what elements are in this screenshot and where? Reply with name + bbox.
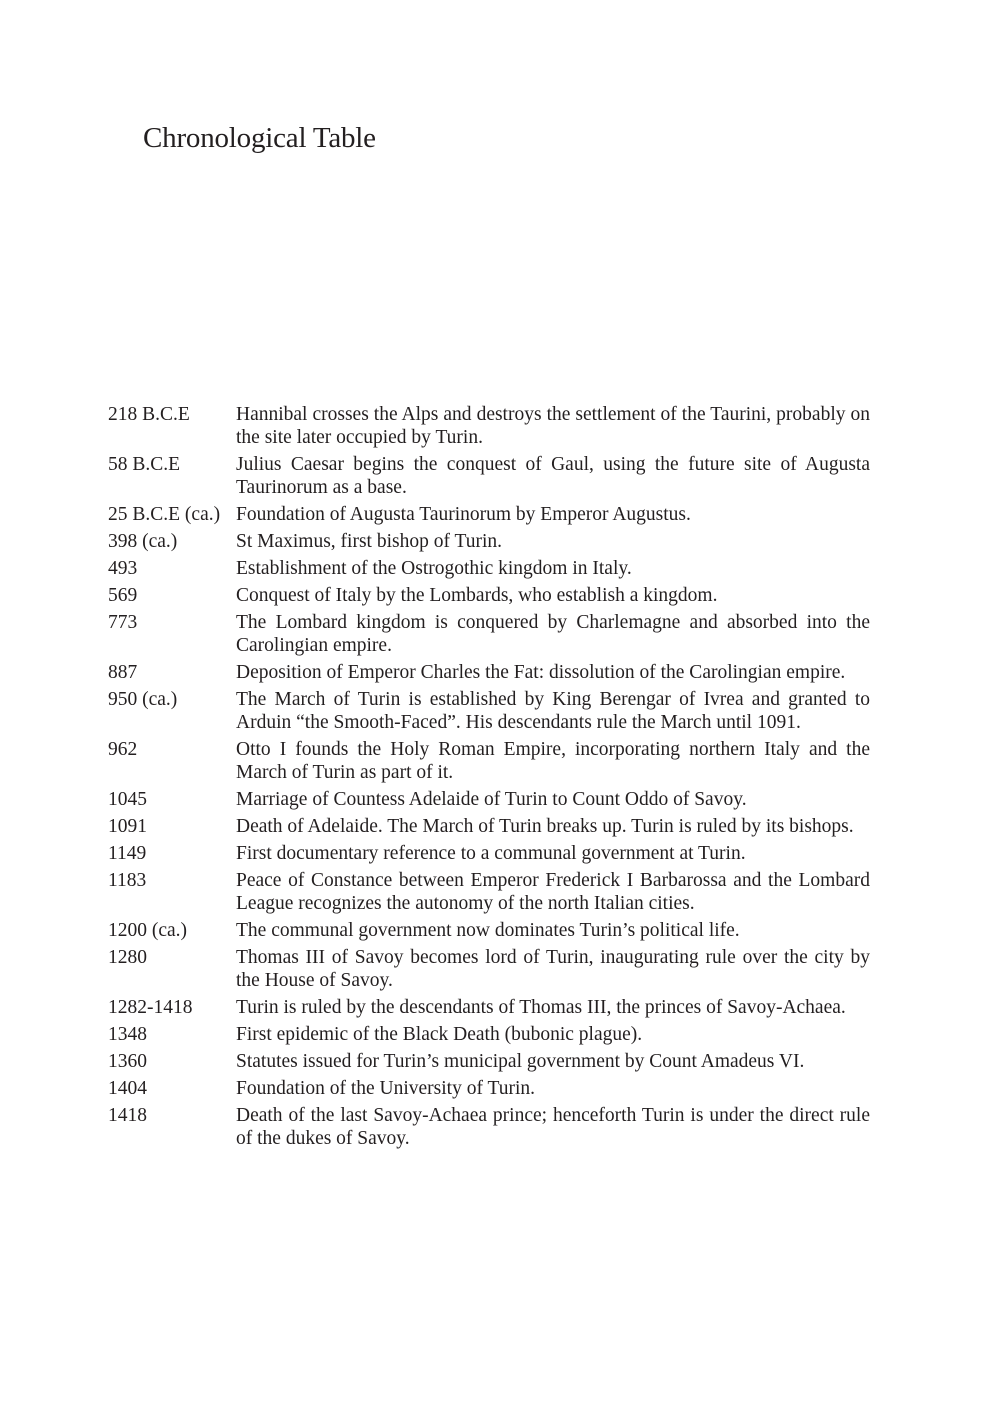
entry-text: St Maximus, first bishop of Turin. bbox=[236, 531, 503, 552]
entry-date: 25 B.C.E (ca.) bbox=[108, 504, 221, 525]
chronology-entry bbox=[108, 584, 870, 607]
entry-text: Foundation of the University of Turin. bbox=[236, 1078, 536, 1099]
chronology-entry bbox=[108, 530, 870, 553]
entry-text: The Lombard kingdom is conquered by Charlemagne and absorbed into the Carolingian empire. bbox=[236, 612, 870, 656]
entry-date: 887 bbox=[108, 662, 138, 683]
entry-date: 398 (ca.) bbox=[108, 531, 178, 552]
entry-text: The March of Turin is established by King Berengar of Ivrea and granted to Arduin “the Smooth-Faced”. His descendants rule the March until 1091. bbox=[236, 689, 870, 733]
entry-text: First documentary reference to a communal government at Turin. bbox=[236, 843, 746, 864]
entry-text: Foundation of Augusta Taurinorum by Emperor Augustus. bbox=[236, 504, 691, 525]
chronology-entry bbox=[108, 1077, 870, 1100]
entry-date: 1200 (ca.) bbox=[108, 920, 188, 941]
chronology-entry bbox=[108, 869, 870, 915]
entry-date: 493 bbox=[108, 558, 138, 579]
entry-text: Marriage of Countess Adelaide of Turin to Count Oddo of Savoy. bbox=[236, 789, 747, 810]
entry-date: 1280 bbox=[108, 947, 147, 968]
entry-date: 1045 bbox=[108, 789, 147, 810]
chronology-entry bbox=[108, 919, 870, 942]
entry-text: Conquest of Italy by the Lombards, who establish a kingdom. bbox=[236, 585, 718, 606]
entry-text: Death of the last Savoy-Achaea prince; henceforth Turin is under the direct rule of the dukes of Savoy. bbox=[236, 1105, 870, 1149]
page-title: Chronological Table bbox=[143, 122, 376, 154]
entry-text: Deposition of Emperor Charles the Fat: dissolution of the Carolingian empire. bbox=[236, 662, 846, 683]
entry-text: Establishment of the Ostrogothic kingdom in Italy. bbox=[236, 558, 632, 579]
entry-date: 569 bbox=[108, 585, 138, 606]
entry-text: The communal government now dominates Turin’s political life. bbox=[236, 920, 740, 941]
entry-text: Julius Caesar begins the conquest of Gaul, using the future site of Augusta Taurinorum as a base. bbox=[236, 454, 870, 498]
chronology-entry bbox=[108, 946, 870, 992]
entry-date: 1360 bbox=[108, 1051, 147, 1072]
entry-date: 1418 bbox=[108, 1105, 147, 1126]
chronology-entry bbox=[108, 688, 870, 734]
chronology-entry bbox=[108, 453, 870, 499]
entry-date: 950 (ca.) bbox=[108, 689, 178, 710]
chronology-entry bbox=[108, 1050, 870, 1073]
entry-text: Thomas III of Savoy becomes lord of Turin, inaugurating rule over the city by the House of Savoy. bbox=[236, 947, 870, 991]
entry-text: Hannibal crosses the Alps and destroys the settlement of the Taurini, probably on the site later occupied by Turin. bbox=[236, 404, 870, 448]
entry-date: 1282-1418 bbox=[108, 997, 193, 1018]
entry-date: 1149 bbox=[108, 843, 147, 864]
chronology-entry bbox=[108, 738, 870, 784]
entry-text: Otto I founds the Holy Roman Empire, incorporating northern Italy and the March of Turin as part of it. bbox=[236, 739, 870, 783]
chronology-entry bbox=[108, 611, 870, 657]
chronology-entry bbox=[108, 1023, 870, 1046]
chronology-entry bbox=[108, 996, 870, 1019]
chronology-entry bbox=[108, 557, 870, 580]
entry-date: 1404 bbox=[108, 1078, 147, 1099]
entry-date: 1091 bbox=[108, 816, 147, 837]
chronology-table bbox=[108, 403, 870, 1154]
chronology-entry bbox=[108, 661, 870, 684]
chronology-entry bbox=[108, 788, 870, 811]
chronology-entry bbox=[108, 1104, 870, 1150]
entry-text: Death of Adelaide. The March of Turin breaks up. Turin is ruled by its bishops. bbox=[236, 816, 854, 837]
chronology-entry bbox=[108, 403, 870, 449]
entry-date: 773 bbox=[108, 612, 138, 633]
chronology-entry bbox=[108, 842, 870, 865]
entry-date: 58 B.C.E bbox=[108, 454, 181, 475]
entry-text: Peace of Constance between Emperor Frederick I Barbarossa and the Lombard League recognizes the autonomy of the north Italian cities. bbox=[236, 870, 870, 914]
entry-date: 1348 bbox=[108, 1024, 147, 1045]
chronology-entry bbox=[108, 503, 870, 526]
entry-date: 1183 bbox=[108, 870, 147, 891]
entry-text: Statutes issued for Turin’s municipal government by Count Amadeus VI. bbox=[236, 1051, 805, 1072]
entry-text: Turin is ruled by the descendants of Thomas III, the princes of Savoy-Achaea. bbox=[236, 997, 846, 1018]
entry-date: 218 B.C.E bbox=[108, 404, 190, 425]
chronology-entry bbox=[108, 815, 870, 838]
entry-date: 962 bbox=[108, 739, 138, 760]
entry-text: First epidemic of the Black Death (bubonic plague). bbox=[236, 1024, 643, 1045]
